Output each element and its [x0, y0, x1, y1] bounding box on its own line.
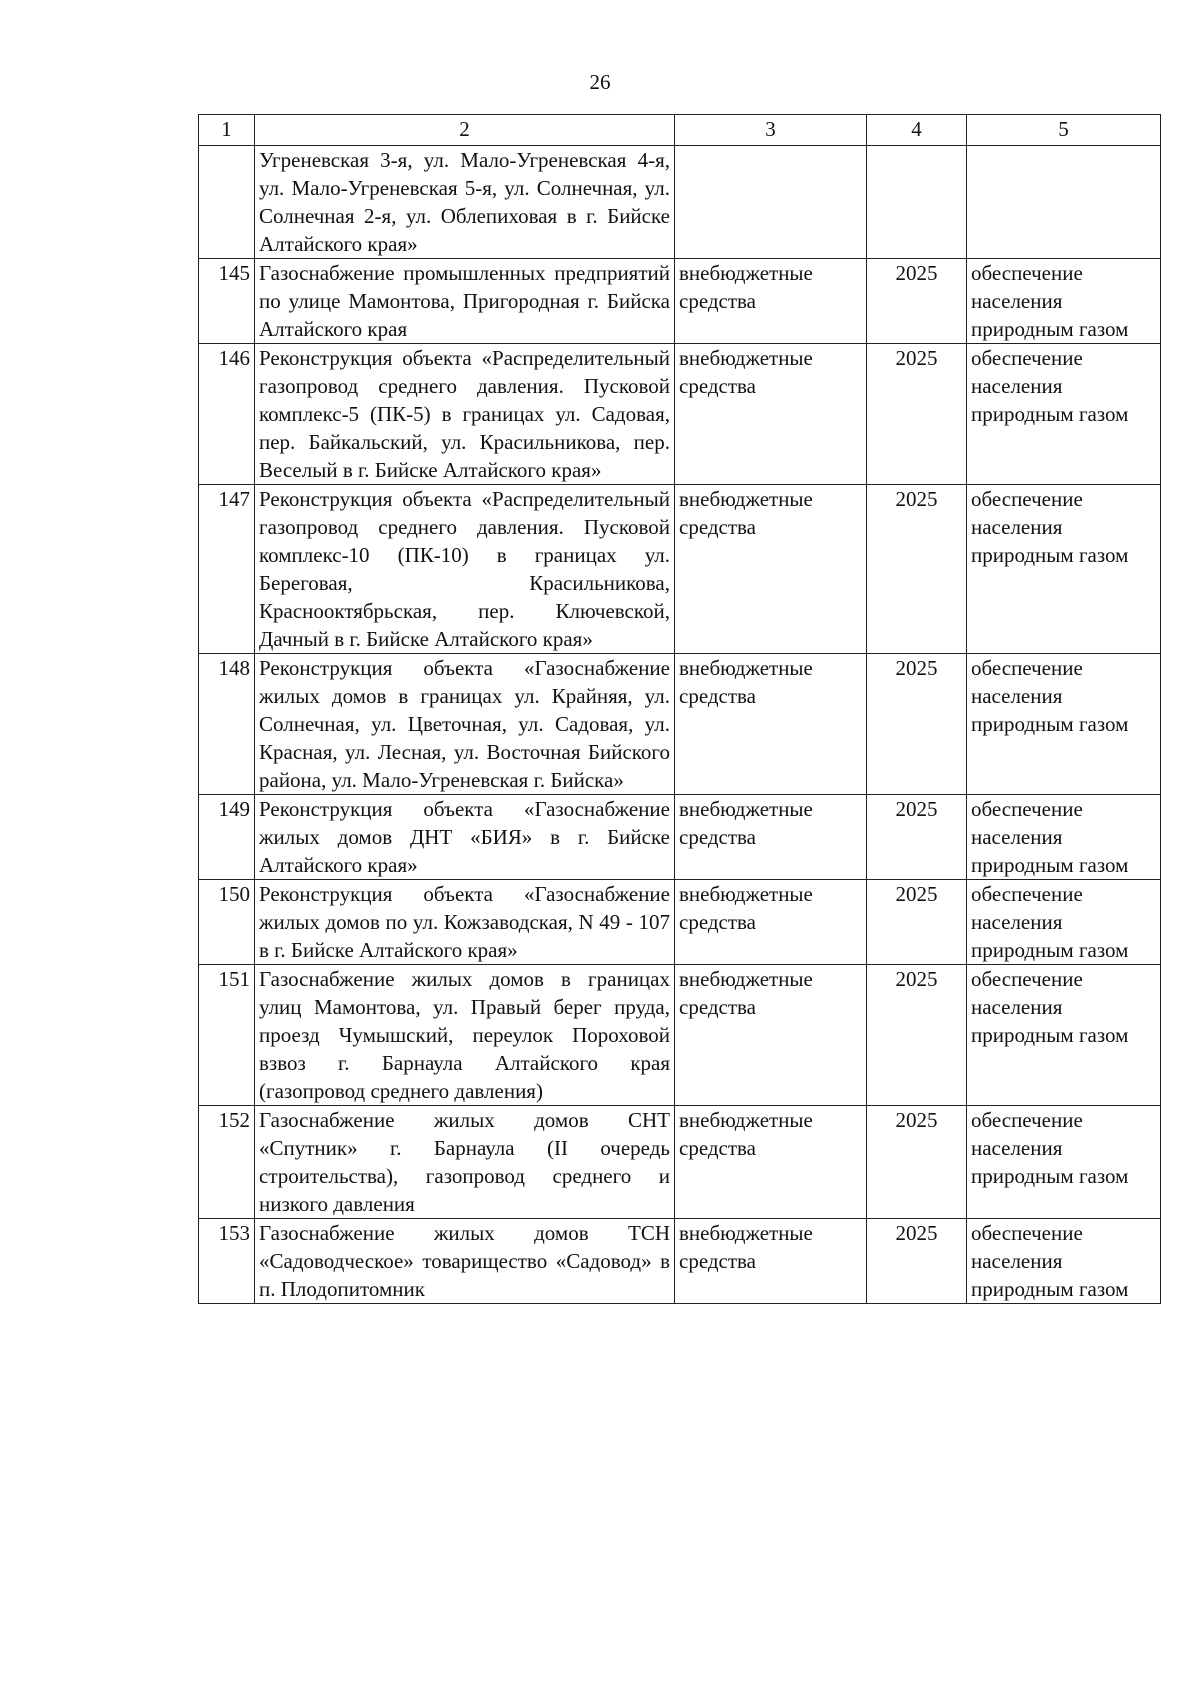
row-description-cell: Газоснабжение промышленных предприятий по улице Мамонтова, Пригородная г. Бийска Алтайского края	[255, 259, 675, 344]
row-number-cell: 146	[199, 344, 255, 485]
table-row	[199, 795, 1161, 880]
row-description-cell: Реконструкция объекта «Газоснабжение жилых домов по ул. Кожзаводская, N 49 - 107 в г. Бийске Алтайского края»	[255, 880, 675, 965]
projects-table	[198, 114, 1161, 1304]
row-source-cell	[675, 146, 867, 259]
row-source-cell: внебюджетные средства	[675, 485, 867, 654]
row-source-cell: внебюджетные средства	[675, 880, 867, 965]
row-description-cell: Газоснабжение жилых домов СНТ «Спутник» г. Барнаула (II очередь строительства), газопровод среднего и низкого давления	[255, 1106, 675, 1219]
row-year-cell: 2025	[867, 965, 967, 1106]
table-row-continuation	[199, 146, 1161, 259]
row-number-cell: 147	[199, 485, 255, 654]
row-purpose-cell: обеспечение населения природным газом	[967, 654, 1161, 795]
row-year-cell: 2025	[867, 485, 967, 654]
table-row	[199, 485, 1161, 654]
column-header: 1	[199, 115, 255, 146]
row-number-cell: 148	[199, 654, 255, 795]
row-purpose-cell: обеспечение населения природным газом	[967, 1106, 1161, 1219]
table-row	[199, 965, 1161, 1106]
row-source-cell: внебюджетные средства	[675, 795, 867, 880]
row-purpose-cell: обеспечение населения природным газом	[967, 965, 1161, 1106]
row-description-cell: Газоснабжение жилых домов ТСН «Садоводческое» товарищество «Садовод» в п. Плодопитомник	[255, 1219, 675, 1304]
row-source-cell: внебюджетные средства	[675, 1106, 867, 1219]
table-row	[199, 654, 1161, 795]
row-source-cell: внебюджетные средства	[675, 965, 867, 1106]
table-header-row	[199, 115, 1161, 146]
table-row	[199, 344, 1161, 485]
row-year-cell: 2025	[867, 880, 967, 965]
row-number-cell: 145	[199, 259, 255, 344]
table-row	[199, 259, 1161, 344]
table-row	[199, 1106, 1161, 1219]
row-purpose-cell: обеспечение населения природным газом	[967, 485, 1161, 654]
row-purpose-cell: обеспечение населения природным газом	[967, 259, 1161, 344]
row-purpose-cell: обеспечение населения природным газом	[967, 795, 1161, 880]
row-year-cell: 2025	[867, 795, 967, 880]
row-source-cell: внебюджетные средства	[675, 259, 867, 344]
row-number-cell: 153	[199, 1219, 255, 1304]
row-year-cell: 2025	[867, 1219, 967, 1304]
column-header: 5	[967, 115, 1161, 146]
row-number-cell: 152	[199, 1106, 255, 1219]
row-number-cell: 149	[199, 795, 255, 880]
row-description-cell: Угреневская 3-я, ул. Мало-Угреневская 4-я, ул. Мало-Угреневская 5-я, ул. Солнечная, ул. Солнечная 2-я, ул. Облепиховая в г. Бийске Алтайского края»	[255, 146, 675, 259]
row-year-cell	[867, 146, 967, 259]
row-purpose-cell: обеспечение населения природным газом	[967, 344, 1161, 485]
row-description-cell: Реконструкция объекта «Распределительный газопровод среднего давления. Пусковой комплекс-5 (ПК-5) в границах ул. Садовая, пер. Байкальский, ул. Красильникова, пер. Веселый в г. Бийске Алтайского края»	[255, 344, 675, 485]
row-year-cell: 2025	[867, 344, 967, 485]
row-number-cell: 151	[199, 965, 255, 1106]
row-number-cell	[199, 146, 255, 259]
row-description-cell: Реконструкция объекта «Газоснабжение жилых домов ДНТ «БИЯ» в г. Бийске Алтайского края»	[255, 795, 675, 880]
table-row	[199, 1219, 1161, 1304]
row-source-cell: внебюджетные средства	[675, 1219, 867, 1304]
row-purpose-cell: обеспечение населения природным газом	[967, 1219, 1161, 1304]
row-purpose-cell	[967, 146, 1161, 259]
table-row	[199, 880, 1161, 965]
row-year-cell: 2025	[867, 259, 967, 344]
column-header: 2	[255, 115, 675, 146]
row-number-cell: 150	[199, 880, 255, 965]
row-purpose-cell: обеспечение населения природным газом	[967, 880, 1161, 965]
page-number: 26	[589, 70, 611, 94]
column-header: 4	[867, 115, 967, 146]
column-header: 3	[675, 115, 867, 146]
row-source-cell: внебюджетные средства	[675, 654, 867, 795]
row-description-cell: Реконструкция объекта «Газоснабжение жилых домов в границах ул. Крайняя, ул. Солнечная, ул. Цветочная, ул. Садовая, ул. Красная, ул. Лесная, ул. Восточная Бийского района, ул. Мало-Угреневская г. Бийска»	[255, 654, 675, 795]
row-description-cell: Реконструкция объекта «Распределительный газопровод среднего давления. Пусковой комплекс-10 (ПК-10) в границах ул. Береговая, Красильникова, Краснооктябрьская, пер. Ключевской, Дачный в г. Бийске Алтайского края»	[255, 485, 675, 654]
row-year-cell: 2025	[867, 654, 967, 795]
row-description-cell: Газоснабжение жилых домов в границах улиц Мамонтова, ул. Правый берег пруда, проезд Чумышский, переулок Пороховой взвоз г. Барнаула Алтайского края (газопровод среднего давления)	[255, 965, 675, 1106]
row-source-cell: внебюджетные средства	[675, 344, 867, 485]
row-year-cell: 2025	[867, 1106, 967, 1219]
